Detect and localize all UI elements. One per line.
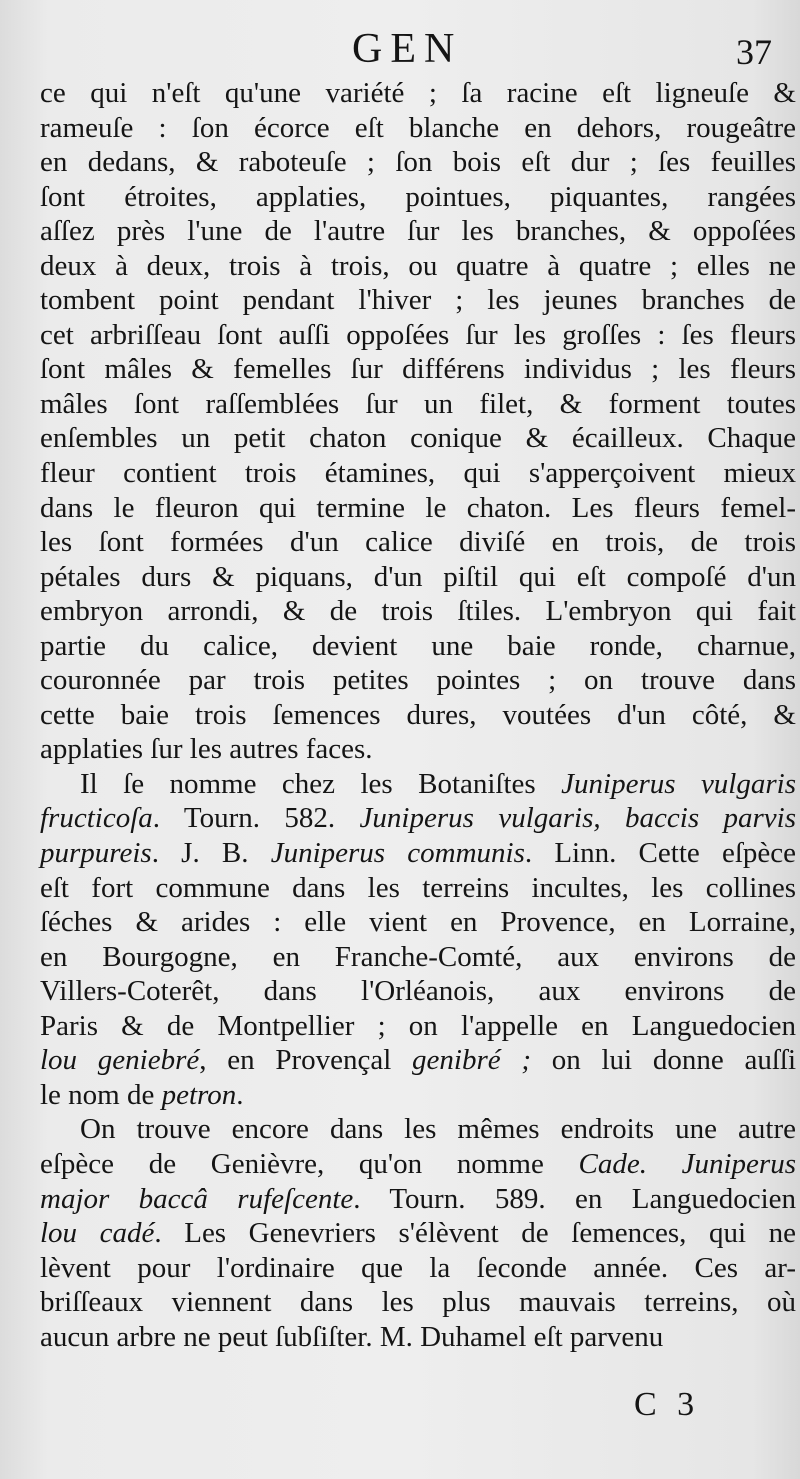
text-line	[40, 1285, 796, 1320]
text-segment: On trouve encore dans les mêmes endroits une autre	[80, 1113, 796, 1146]
text-line	[40, 698, 796, 733]
text-segment: Paris & de Montpellier ; on l'appelle en Languedocien	[40, 1009, 796, 1042]
italic-segment: genibré ;	[412, 1044, 532, 1077]
running-head: GEN	[352, 26, 463, 72]
text-segment: Villers-Coterêt, dans l'Orléanois, aux environs de	[40, 975, 796, 1008]
text-line	[40, 871, 796, 906]
text-line	[40, 1251, 796, 1286]
text-line	[40, 421, 796, 456]
text-line	[40, 145, 796, 180]
text-line	[40, 214, 796, 249]
text-line	[40, 560, 796, 595]
text-line	[40, 732, 796, 767]
italic-segment: purpureis	[40, 837, 152, 870]
text-segment: . Tourn. 589. en Languedocien	[353, 1182, 796, 1215]
text-segment: eſt fort commune dans les terreins incultes, les collines	[40, 871, 796, 904]
page-number: 37	[736, 32, 772, 72]
text-segment: ſont étroites, applaties, pointues, piquantes, rangées	[40, 180, 796, 213]
text-segment: tombent point pendant l'hiver ; les jeunes branches de	[40, 284, 796, 317]
text-line	[40, 318, 796, 353]
text-segment: lèvent pour l'ordinaire que la ſeconde année. Ces ar-	[40, 1251, 796, 1284]
text-segment: deux à deux, trois à trois, ou quatre à quatre ; elles ne	[40, 249, 796, 282]
italic-segment: lou geniebré	[40, 1044, 200, 1077]
text-segment: .	[236, 1078, 244, 1111]
text-line	[40, 180, 796, 215]
text-line	[40, 1009, 796, 1044]
text-segment: le nom de	[40, 1078, 162, 1111]
text-line	[40, 905, 796, 940]
italic-segment: Juniperus communis	[270, 837, 525, 870]
italic-segment: fructicoſa	[40, 802, 153, 835]
text-segment: on lui donne auſſi	[531, 1044, 796, 1077]
text-segment: pétales durs & piquans, d'un piſtil qui eſt compoſé d'un	[40, 560, 796, 593]
text-line	[40, 801, 796, 836]
text-segment: enſembles un petit chaton conique & écailleux. Chaque	[40, 422, 796, 455]
text-line	[40, 1182, 796, 1217]
text-line	[40, 767, 796, 802]
text-segment: partie du calice, devient une baie ronde, charnue,	[40, 629, 796, 662]
text-segment: embryon arrondi, & de trois ſtiles. L'embryon qui fait	[40, 595, 796, 628]
text-segment: . Les Genevriers s'élèvent de ſemences, qui ne	[154, 1217, 796, 1250]
italic-segment: lou cadé	[40, 1217, 155, 1250]
text-segment: cet arbriſſeau ſont auſſi oppoſées ſur les groſſes : ſes fleurs	[40, 318, 796, 351]
body-text	[40, 76, 796, 1354]
text-segment: ce qui n'eſt qu'une variété ; ſa racine eſt ligneuſe &	[40, 77, 796, 109]
italic-segment: Cade. Juniperus	[578, 1147, 796, 1180]
text-segment: . Linn. Cette eſpèce	[524, 837, 796, 870]
text-segment: applaties ſur les autres faces.	[40, 733, 373, 766]
text-segment: eſpèce de Genièvre, qu'on nomme	[40, 1147, 579, 1180]
text-line	[40, 940, 796, 975]
text-segment: couronnée par trois petites pointes ; on trouve dans	[40, 664, 796, 697]
text-line	[40, 1078, 796, 1113]
text-line	[40, 1112, 796, 1147]
text-segment: . Tourn. 582.	[152, 802, 360, 835]
text-line	[40, 249, 796, 284]
text-line	[40, 283, 796, 318]
text-line	[40, 1147, 796, 1182]
text-line	[40, 629, 796, 664]
text-segment: mâles ſont raſſemblées ſur un filet, & forment toutes	[40, 387, 796, 420]
text-segment: ſéches & arides : elle vient en Provence, en Lorraine,	[40, 906, 796, 939]
text-line	[40, 111, 796, 146]
text-segment: en dedans, & raboteuſe ; ſon bois eſt dur ; ſes feuilles	[40, 146, 796, 179]
text-segment: en Bourgogne, en Franche-Comté, aux environs de	[40, 940, 796, 973]
signature-mark: C 3	[634, 1386, 701, 1423]
text-segment: , en Provençal	[199, 1044, 413, 1077]
paragraph	[40, 767, 796, 1112]
italic-segment: Juniperus vulgaris, baccis parvis	[359, 802, 797, 835]
text-line	[40, 76, 796, 111]
text-line	[40, 387, 796, 422]
text-line	[40, 1216, 796, 1251]
paragraph	[40, 76, 796, 767]
italic-segment: major baccâ rufeſcente	[40, 1182, 354, 1215]
text-segment: fleur contient trois étamines, qui s'apperçoivent mieux	[40, 457, 796, 490]
text-segment: Il ſe nomme chez les Botaniſtes	[80, 767, 562, 800]
text-segment: briſſeaux viennent dans les plus mauvais terreins, où	[40, 1286, 796, 1319]
text-line	[40, 594, 796, 629]
text-line	[40, 352, 796, 387]
text-segment: ſont mâles & femelles ſur différens individus ; les fleurs	[40, 353, 796, 386]
text-segment: . J. B.	[151, 837, 271, 870]
text-line	[40, 456, 796, 491]
text-segment: aucun arbre ne peut ſubſiſter. M. Duhamel eſt parvenu	[40, 1320, 664, 1353]
italic-segment: petron	[161, 1078, 237, 1111]
text-line	[40, 491, 796, 526]
paragraph	[40, 1112, 796, 1354]
text-segment: cette baie trois ſemences dures, voutées d'un côté, &	[40, 698, 796, 731]
text-line	[40, 836, 796, 871]
text-segment: dans le fleuron qui termine le chaton. Les fleurs femel-	[40, 491, 796, 524]
text-line	[40, 525, 796, 560]
text-line	[40, 974, 796, 1009]
text-line	[40, 1043, 796, 1078]
text-segment: les ſont formées d'un calice diviſé en trois, de trois	[40, 526, 796, 559]
text-segment: rameuſe : ſon écorce eſt blanche en dehors, rougeâtre	[40, 111, 796, 144]
text-segment: aſſez près l'une de l'autre ſur les branches, & oppoſées	[40, 215, 796, 248]
text-line	[40, 663, 796, 698]
text-line	[40, 1320, 796, 1355]
italic-segment: Juniperus vulgaris	[561, 767, 796, 800]
